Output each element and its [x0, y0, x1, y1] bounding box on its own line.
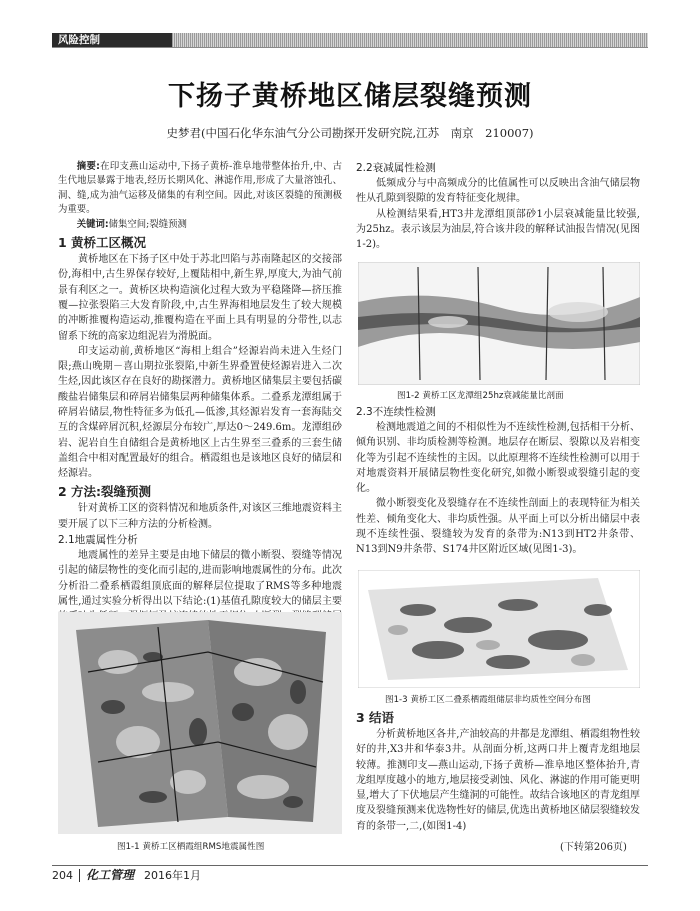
section-1-para-1: 黄桥地区在下扬子区中处于苏北凹陷与苏南隆起区的交接部份,海相中,古生界保存较好,上覆陆相中,新生界,厚度大,为油气前景有利区之一。黄桥区块构造演化过程大致为平稳隆降—挤压推覆—拉张裂陷三大发育阶段,中,古生界海相地层发生了较大规模的冲断推覆构造运动,推覆构造在平面上具有明显的分带性,以志留系下统的高家边组泥岩为滑脱面。: [58, 254, 342, 342]
keywords-label: 关键词:: [76, 218, 109, 230]
header-stripe: [172, 33, 648, 47]
section-tag: 风险控制: [52, 33, 172, 47]
left-column: [58, 160, 342, 686]
section-2-heading: 2 方法:裂缝预测: [58, 484, 152, 500]
section-2-2-heading: 2.2衰减属性检测: [356, 162, 436, 174]
author-line: 史梦君(中国石化华东油气分公司勘探开发研究院,江苏 南京 210007): [166, 126, 534, 140]
section-2-2-para-2: 从检测结果看,HT3井龙潭组顶部砂1小层衰减能量比较强,为25hz。表示该层为油层,符合该井段的解释试油报告情况(见图1-2)。: [356, 208, 640, 251]
figure-1-1-caption: 图1-1 黄桥工区栖霞组RMS地震属性图: [117, 842, 265, 852]
abstract: [58, 160, 342, 218]
section-2-1-para-1: 地震属性的差异主要是由地下储层的微小断裂、裂缝等情况引起的储层物性的变化而引起的,进而影响地震属性的分布。此次分析沿二叠系栖霞组顶底面的解释层位提取了RMS等多种地震属性,通过实验分析得出以下结论:(1)基值孔隙度较大的储层主要: [58, 550, 342, 607]
abstract-text: 在印支燕山运动中,下扬子黄桥-淮阜地带整体抬升,中、古生代地层暴露于地表,经历长期风化、淋滤作用,形成了大量溶蚀孔、洞、缝,成为油气运移及储集的有利空间。因此,对该区裂缝的预测极为重要。: [58, 161, 342, 216]
section-1-para-2: 印支运动前,黄桥地区“海相上组合”烃源岩尚未进入生烃门限;燕山晚期－喜山期拉张裂陷,中新生界叠置使烃源岩进入二次生烃,因此该区存在良好的勘探潜力。黄桥地区储集层主要包括碳酸盐岩储集层和碎屑岩储集层两种储集体系。二叠系龙潭组属于碎屑岩储层,物性特征多为低孔—低渗,其烃源岩发育一套海陆交互的含煤碎屑沉积,烃源层分布较广,厚达0～249.6m。龙潭组砂岩、泥岩自生自储组合是黄桥地区上古生界至三叠系的三套生储盖组合中相对配置最好的组合。栖霞组也是该地区良好的储层和烃源岩。: [58, 345, 342, 480]
article-title: 下扬子黄桥地区储层裂缝预测: [168, 81, 532, 112]
figure-1-2: [358, 262, 640, 385]
keywords: [58, 218, 342, 232]
section-2-1-heading: 2.1地震属性分析: [58, 534, 138, 547]
right-column-mid: [356, 404, 640, 558]
right-column: [356, 160, 640, 252]
section-2-3-para-2: 微小断裂变化及裂缝存在不连续性剖面上的表现特征为相关性差、倾角变化大、非均质性强。从平面上可以分析出储层中表现不连续性强、裂缝较为发育的条带为:N13到HT2井条带、N13到N9井条带、S174井区附近区域(见图1-3)。: [356, 498, 640, 556]
issue-date: 2016年1月: [144, 869, 202, 882]
header-rule: [52, 47, 648, 48]
section-1-heading: 1 黄桥工区概况: [58, 235, 147, 251]
header-bar: [52, 33, 648, 47]
page-number: 204: [52, 869, 80, 882]
section-2-2-para-1: 低频成分与中高频成分的比值属性可以反映出含油气储层物性从孔隙到裂隙的发育特征变化规律。: [356, 178, 640, 205]
section-3-heading: 3 结语: [356, 710, 395, 725]
figure-1-3-caption: 图1-3 黄桥工区二叠系栖霞组储层非均质性空间分布图: [385, 695, 591, 705]
abstract-label: 摘要:: [76, 161, 100, 172]
continued-note: (下转第206页): [560, 842, 627, 853]
section-2-3-heading: 2.3不连续性检测: [356, 406, 436, 418]
section-2-3-para-1: 检测地震道之间的不相似性为不连续性检测,包括相干分析、倾角识别、非均质检测等检测。地层存在断层、裂隙以及岩相变化等为引起不连续性的主因。以此原理将不连续性检测可以用于对地震资料开展储层物性变化研究,如微小断裂或裂缝引起的变化。: [356, 422, 640, 495]
right-column-bottom: [356, 707, 640, 834]
figure-1-2-caption: 图1-2 黄桥工区龙潭组25hz衰减能量比剖面: [397, 391, 564, 401]
journal-name: 化工管理: [86, 868, 135, 882]
figure-1-1: [58, 612, 342, 834]
section-2-para-1: 针对黄桥工区的资料情况和地质条件,对该区三维地震资料主要开展了以下三种方法的分析检测。: [58, 503, 342, 530]
keywords-text: 储集空间;裂缝预测: [108, 218, 187, 230]
page-footer: [52, 866, 201, 883]
figure-1-3: [358, 570, 640, 688]
section-3-para-1: 分析黄桥地区各井,产油较高的井都是龙潭组、栖霞组物性较好的井,X3井和华泰3井。从剖面分析,这两口井上覆青龙组地层较薄。推测印支—燕山运动,下扬子黄桥—淮阜地区整体抬升,青龙组厚度越小的地方,地层接受剥蚀、风化、淋滤的作用可能更明显,增大了下伏地层产生缝洞的可能性。故结合该地区的青龙组厚度及裂缝预测来优选物性好的储层,优选出黄桥地区储层裂缝较发育的条带一,二,(如图1-4): [356, 729, 640, 832]
